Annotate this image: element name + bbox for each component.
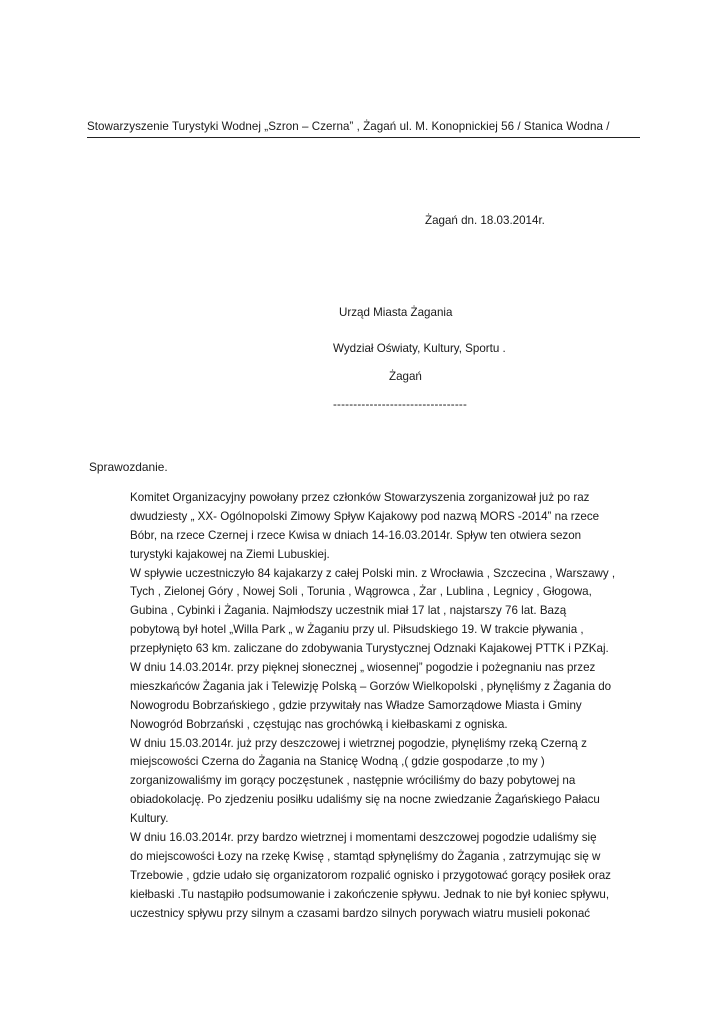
- organization-header: Stowarzyszenie Turystyki Wodnej „Szron – Czerna” , Żagań ul. M. Konopnickiej 56 / Stanica Wodna /: [87, 120, 610, 133]
- recipient-dashes: ---------------------------------: [333, 398, 468, 411]
- body-line: Trzebowie , gdzie udało się organizatorom rozpalić ognisko i przygotować gorący posiłek oraz: [130, 868, 611, 882]
- date-line: Żagań dn. 18.03.2014r.: [425, 214, 545, 227]
- body-line: Tych , Zielonej Góry , Nowej Soli , Torunia , Wągrowca , Żar , Lublina , Legnicy , Głogowa,: [130, 585, 592, 599]
- body-line: Nowogrodu Bobrzańskiego , gdzie przywitały nas Władze Samorządowe Miasta i Gminy: [130, 698, 582, 712]
- body-line: turystyki kajakowej na Ziemi Lubuskiej.: [130, 547, 330, 561]
- body-line: kiełbaski .Tu nastąpiło podsumowanie i zakończenie spływu. Jednak to nie był koniec spływu,: [130, 887, 610, 901]
- body-line: pobytową był hotel „Willa Park „ w Żaganiu przy ul. Piłsudskiego 19. W trakcie pływania ,: [130, 623, 584, 637]
- body-line: Bóbr, na rzece Czernej i rzece Kwisa w dniach 14-16.03.2014r. Spływ ten otwiera sezon: [130, 528, 582, 542]
- recipient-department: Wydział Oświaty, Kultury, Sportu .: [333, 342, 506, 355]
- body-line: zorganizowaliśmy im gorący poczęstunek , następnie wróciliśmy do bazy pobytowej na: [130, 774, 576, 788]
- report-heading: Sprawozdanie.: [89, 460, 168, 474]
- report-body: [130, 489, 650, 923]
- body-line: mieszkańców Żagania jak i Telewizję Polską – Gorzów Wielkopolski , płynęliśmy z Żagania do: [130, 679, 612, 693]
- body-line: W dniu 14.03.2014r. przy pięknej słonecznej „ wiosennej” pogodzie i pożegnaniu nas przez: [130, 661, 596, 675]
- recipient-city: Żagań: [389, 370, 422, 383]
- body-line: obiadokolację. Po zjedzeniu posiłku udaliśmy się na nocne zwiedzanie Żagańskiego Pałacu: [130, 793, 600, 807]
- body-line: Gubina , Cybinki i Żagania. Najmłodszy uczestnik miał 17 lat , najstarszy 76 lat. Bazą: [130, 604, 567, 618]
- body-line: uczestnicy spływu przy silnym a czasami bardzo silnych porywach wiatru musieli pokonać: [130, 906, 591, 920]
- body-line: Komitet Organizacyjny powołany przez członków Stowarzyszenia zorganizował już po raz: [130, 491, 590, 504]
- body-line: przepłynięto 63 km. zaliczane do zdobywania Turystycznej Odznaki Kajakowej PTTK i PZKaj.: [130, 642, 609, 656]
- body-line: W spływie uczestniczyło 84 kajakarzy z całej Polski min. z Wrocławia , Szczecina , Warszawy ,: [130, 566, 616, 580]
- body-line: W dniu 15.03.2014r. już przy deszczowej i wietrznej pogodzie, płynęliśmy rzeką Czerną z: [130, 736, 587, 750]
- body-line: do miejscowości Łozy na rzekę Kwisę , stamtąd spłynęliśmy do Żagania , zatrzymując się w: [130, 849, 601, 863]
- body-line: miejscowości Czerna do Żagania na Stanicę Wodną ,( gdzie gospodarze ,to my ): [130, 755, 545, 769]
- header-rule: [87, 137, 640, 138]
- recipient-office: Urząd Miasta Żagania: [339, 306, 453, 319]
- body-line: dwudziesty „ XX- Ogólnopolski Zimowy Spływ Kajakowy pod nazwą MORS -2014” na rzece: [130, 509, 600, 523]
- body-line: Kultury.: [130, 812, 169, 826]
- body-line: W dniu 16.03.2014r. przy bardzo wietrznej i momentami deszczowej pogodzie udaliśmy się: [130, 831, 597, 845]
- body-line: Nowogród Bobrzański , częstując nas grochówką i kiełbaskami z ogniska.: [130, 717, 508, 731]
